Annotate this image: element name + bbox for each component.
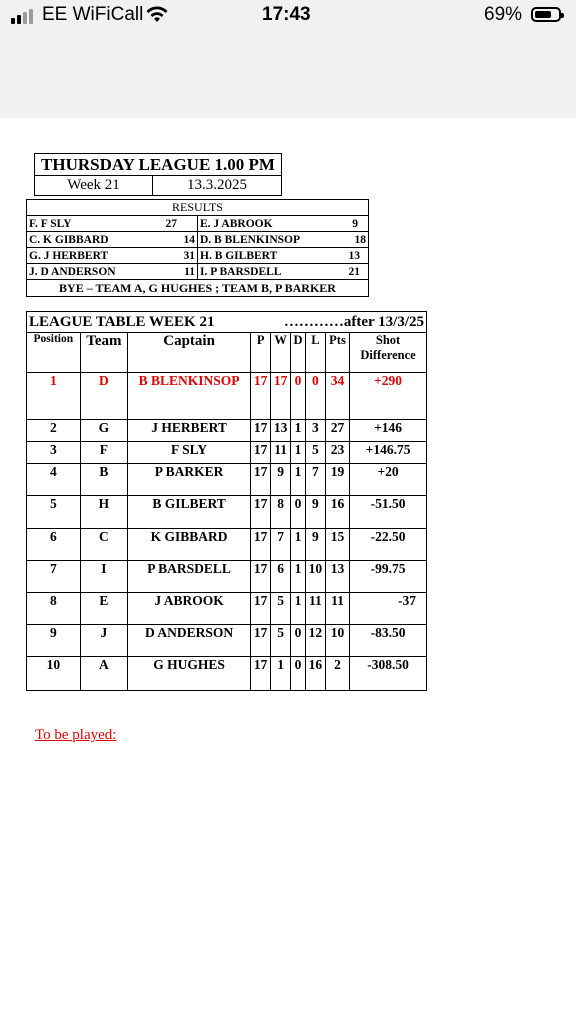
played-cell: 17 [251,442,271,464]
points-cell: 19 [325,464,349,496]
right-player: E. J ABROOK [200,217,273,230]
lost-cell: 7 [305,464,325,496]
captain-cell: D ANDERSON [128,625,251,657]
league-row [27,420,427,442]
col-team: Team [80,333,127,373]
shot-diff-cell: +146 [350,420,427,442]
wifi-icon [145,4,169,24]
played-cell: 17 [251,420,271,442]
points-cell: 13 [325,561,349,593]
right-player: D. B BLENKINSOP [200,233,301,246]
left-score: 11 [184,265,195,278]
league-row [27,593,427,625]
captain-cell: P BARSDELL [128,561,251,593]
position-cell: 9 [27,625,81,657]
drawn-cell: 0 [291,625,306,657]
results-heading: RESULTS [27,200,369,216]
result-row [27,232,369,248]
left-player: G. J HERBERT [29,249,109,262]
drawn-cell: 0 [291,657,306,691]
captain-cell: B GILBERT [128,496,251,529]
signal-bars-icon [11,8,37,24]
won-cell: 5 [271,625,291,657]
results-table [26,199,369,297]
shot-diff-cell: -99.75 [350,561,427,593]
lost-cell: 9 [305,496,325,529]
lost-cell: 12 [305,625,325,657]
drawn-cell: 1 [291,420,306,442]
left-player: J. D ANDERSON [29,265,116,278]
played-cell: 17 [251,657,271,691]
shot-diff-cell: -308.50 [350,657,427,691]
drawn-cell: 0 [291,373,306,420]
team-cell: I [80,561,127,593]
captain-cell: P BARKER [128,464,251,496]
points-cell: 11 [325,593,349,625]
left-player: C. K GIBBARD [29,233,109,246]
won-cell: 6 [271,561,291,593]
played-cell: 17 [251,373,271,420]
result-row [27,264,369,280]
team-cell: A [80,657,127,691]
result-row [27,248,369,264]
position-cell: 7 [27,561,81,593]
drawn-cell: 1 [291,442,306,464]
won-cell: 11 [271,442,291,464]
team-cell: J [80,625,127,657]
team-cell: G [80,420,127,442]
won-cell: 5 [271,593,291,625]
points-cell: 16 [325,496,349,529]
won-cell: 7 [271,529,291,561]
page-title: THURSDAY LEAGUE 1.00 PM [35,154,282,176]
left-player: F. F SLY [29,217,72,230]
shot-diff-cell: -51.50 [350,496,427,529]
captain-cell: J HERBERT [128,420,251,442]
drawn-cell: 1 [291,593,306,625]
team-cell: B [80,464,127,496]
league-row [27,496,427,529]
league-row [27,373,427,420]
position-cell: 5 [27,496,81,529]
col-position: Position [27,333,81,373]
position-cell: 4 [27,464,81,496]
right-player: I. P BARSDELL [200,265,282,278]
right-player: H. B GILBERT [200,249,278,262]
lost-cell: 5 [305,442,325,464]
lost-cell: 0 [305,373,325,420]
team-cell: H [80,496,127,529]
league-row [27,657,427,691]
team-cell: E [80,593,127,625]
lost-cell: 16 [305,657,325,691]
won-cell: 13 [271,420,291,442]
drawn-cell: 1 [291,464,306,496]
right-score: 21 [348,265,360,278]
league-row [27,561,427,593]
right-score: 9 [352,217,358,230]
position-cell: 8 [27,593,81,625]
bye-note: BYE – TEAM A, G HUGHES ; TEAM B, P BARKER [27,280,369,297]
right-score: 13 [348,249,360,262]
header-table [34,153,282,196]
league-row [27,464,427,496]
col-l: L [305,333,325,373]
team-cell: C [80,529,127,561]
lost-cell: 11 [305,593,325,625]
points-cell: 34 [325,373,349,420]
drawn-cell: 0 [291,496,306,529]
played-cell: 17 [251,529,271,561]
won-cell: 1 [271,657,291,691]
captain-cell: F SLY [128,442,251,464]
status-bar [0,0,576,118]
date-label: 13.3.2025 [153,176,282,196]
league-row [27,625,427,657]
points-cell: 2 [325,657,349,691]
col-shot-diff: Shot Difference [350,333,427,373]
captain-cell: B BLENKINSOP [128,373,251,420]
position-cell: 1 [27,373,81,420]
won-cell: 17 [271,373,291,420]
position-cell: 2 [27,420,81,442]
points-cell: 15 [325,529,349,561]
captain-cell: K GIBBARD [128,529,251,561]
lost-cell: 3 [305,420,325,442]
col-w: W [271,333,291,373]
shot-diff-cell: +146.75 [350,442,427,464]
shot-diff-cell: -37 [350,593,427,625]
league-row [27,529,427,561]
left-score: 27 [165,217,177,230]
played-cell: 17 [251,496,271,529]
shot-diff-cell: +290 [350,373,427,420]
clock: 17:43 [262,4,311,25]
played-cell: 17 [251,625,271,657]
drawn-cell: 1 [291,561,306,593]
right-score: 18 [354,233,366,246]
points-cell: 23 [325,442,349,464]
played-cell: 17 [251,593,271,625]
shot-diff-cell: -22.50 [350,529,427,561]
col-captain: Captain [128,333,251,373]
col-d: D [291,333,306,373]
won-cell: 8 [271,496,291,529]
league-title-text: LEAGUE TABLE WEEK 21 [29,313,215,330]
team-cell: F [80,442,127,464]
lost-cell: 9 [305,529,325,561]
drawn-cell: 1 [291,529,306,561]
played-cell: 17 [251,561,271,593]
position-cell: 10 [27,657,81,691]
position-cell: 6 [27,529,81,561]
points-cell: 27 [325,420,349,442]
week-label: Week 21 [35,176,153,196]
left-score: 31 [183,249,195,262]
carrier-label: EE WiFiCall [42,4,144,25]
shot-diff-cell: +20 [350,464,427,496]
league-header-row [27,333,427,373]
left-score: 14 [183,233,195,246]
team-cell: D [80,373,127,420]
captain-cell: G HUGHES [128,657,251,691]
league-after-date: …………after 13/3/25 [283,313,424,330]
played-cell: 17 [251,464,271,496]
position-cell: 3 [27,442,81,464]
captain-cell: J ABROOK [128,593,251,625]
league-row [27,442,427,464]
won-cell: 9 [271,464,291,496]
to-be-played-link[interactable]: To be played: [35,727,117,743]
points-cell: 10 [325,625,349,657]
result-row [27,216,369,232]
lost-cell: 10 [305,561,325,593]
league-title [27,312,427,333]
league-table [26,311,427,691]
shot-diff-cell: -83.50 [350,625,427,657]
battery-icon [531,7,561,22]
col-pts: Pts [325,333,349,373]
col-p: P [251,333,271,373]
battery-percent: 69% [484,4,523,25]
